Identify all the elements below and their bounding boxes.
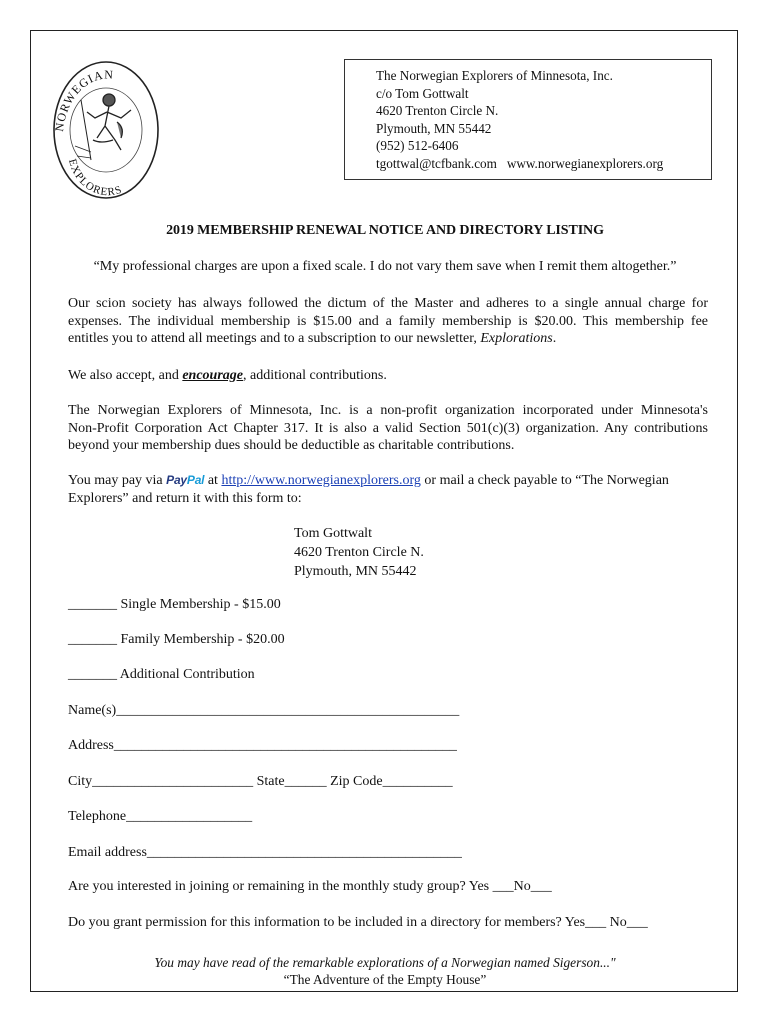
care-of: c/o Tom Gottwalt	[376, 85, 469, 101]
family-membership-field[interactable]: _______ Family Membership - $20.00	[68, 632, 285, 647]
city-state-zip: Plymouth, MN 55442	[376, 120, 492, 136]
directory-permission-question[interactable]: Do you grant permission for this information to be included in a directory for members? Yes___ No___	[68, 915, 648, 930]
para1-line3: entitles you to attend all meetings and to a subscription to our newsletter,	[68, 331, 481, 347]
payment-line2: Explorers” and return it with this form to:	[68, 490, 302, 506]
org-name: The Norwegian Explorers of Minnesota, Inc.	[376, 68, 613, 83]
study-group-question[interactable]: Are you interested in joining or remaining in the monthly study group? Yes ___No___	[68, 879, 552, 894]
explorer-figure-icon	[75, 94, 131, 160]
para1-line2: expenses. The individual membership is $15.00 and a family membership is $20.00. This membership fee	[68, 313, 708, 329]
mail-city: Plymouth, MN 55442	[294, 564, 417, 579]
street: 4620 Trenton Circle N.	[376, 103, 499, 119]
footer-source: “The Adventure of the Empty House”	[283, 972, 487, 987]
holmes-quote: “My professional charges are upon a fixed scale. I do not vary them save when I remit them altogether.”	[93, 259, 677, 274]
nonprofit-paragraph	[68, 402, 708, 455]
norwegian-explorers-logo	[51, 60, 161, 200]
payment-paragraph: You may pay via PayPal at http://www.norwegianexplorers.org or mail a check payable to “The Norwegian Explorers” and return it with this form to:	[68, 472, 708, 507]
phone: (952) 512-6406	[376, 138, 459, 154]
para1-line1: Our scion society has always followed the dictum of the Master and adheres to a single annual charge for	[68, 296, 708, 311]
mail-name: Tom Gottwalt	[294, 526, 372, 541]
contributions-paragraph: We also accept, and encourage, additional contributions.	[68, 368, 387, 383]
names-field[interactable]: Name(s)_________________________________________________	[68, 703, 460, 718]
single-membership-field[interactable]: _______ Single Membership - $15.00	[68, 597, 281, 612]
address-field[interactable]: Address_________________________________________________	[68, 738, 457, 753]
mailing-address	[294, 524, 424, 581]
page-title: 2019 MEMBERSHIP RENEWAL NOTICE AND DIRECTORY LISTING	[166, 223, 604, 238]
encourage-emphasis: encourage	[182, 368, 243, 383]
mail-street: 4620 Trenton Circle N.	[294, 545, 424, 560]
svg-text:EXPLORERS	[66, 158, 124, 199]
footer-quote: You may have read of the remarkable explorations of a Norwegian named Sigerson..."	[154, 955, 616, 970]
website-link[interactable]: http://www.norwegianexplorers.org	[221, 473, 421, 488]
email-field[interactable]: Email address_____________________________________________	[68, 845, 462, 860]
logo-bottom-text: EXPLORERS	[65, 157, 124, 199]
para3-line1: The Norwegian Explorers of Minnesota, Inc. is a non-profit organization incorporated under Minnesota's	[68, 403, 708, 418]
additional-contribution-field[interactable]: _______ Additional Contribution	[68, 667, 255, 682]
email: tgottwal@tcfbank.com	[376, 155, 497, 171]
website: www.norwegianexplorers.org	[506, 155, 664, 171]
paypal-logo: PayPal	[166, 473, 205, 487]
telephone-field[interactable]: Telephone__________________	[68, 809, 253, 824]
membership-paragraph: Our scion society has always followed the dictum of the Master and adheres to a single annual charge for expenses. The individual membership is $15.00 and a family membership is $20.00. This membership fee entitles you to attend all meetings and to a subscription to our newsletter, Explorations.	[68, 296, 708, 347]
para3-line3: beyond your membership dues should be deductible as charitable contributions.	[68, 438, 515, 454]
newsletter-name: Explorations	[480, 331, 553, 347]
logo-top-text: NORWEGIAN	[51, 67, 115, 133]
para3-line2: Non-Profit Corporation Act Chapter 317. It is also a valid Section 501(c)(3) organization. Any contributions	[68, 420, 708, 436]
address-box	[344, 59, 712, 180]
city-state-zip-field[interactable]: City_______________________ State______ Zip Code__________	[68, 774, 453, 789]
